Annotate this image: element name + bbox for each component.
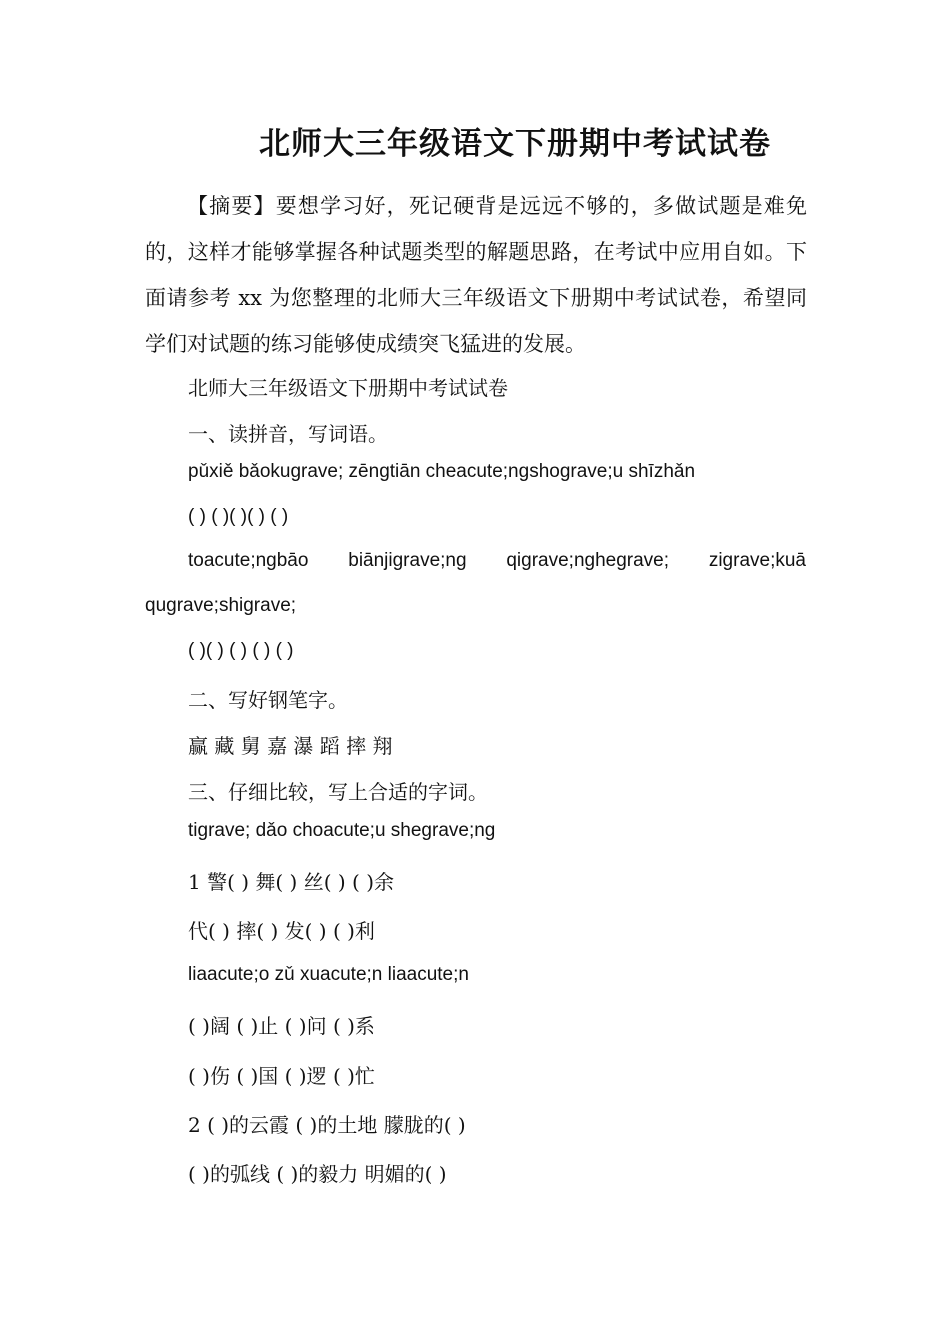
section-3-row-5: 2 ( )的云霞 ( )的土地 朦胧的( ) [188, 1113, 466, 1137]
section-3-row-1: 1 警( ) 舞( ) 丝( ) ( )余 [188, 870, 395, 894]
section-1-pinyin-line-2-continued: qugrave;shigrave; [145, 595, 297, 616]
abstract-text: 【摘要】要想学习好，死记硬背是远远不够的，多做试题是难免的，这样才能够掌握各种试题类型的解题思路，在考试中应用自如。下面请参考 xx 为您整理的北师大三年级语文下册期中考试试卷，希望同学们对试题的练习能够使成绩突飞猛进的发展。 [145, 194, 807, 356]
section-1-heading: 一、读拼音，写词语。 [188, 422, 388, 446]
pinyin-word: qigrave;nghegrave; [506, 550, 670, 571]
section-2-characters: 赢 藏 舅 嘉 瀑 蹈 摔 翔 [188, 734, 393, 758]
section-3-row-2: 代( ) 摔( ) 发( ) ( )利 [188, 919, 375, 943]
section-2-heading: 二、写好钢笔字。 [188, 688, 348, 712]
section-3-row-4: ( )伤 ( )国 ( )逻 ( )忙 [188, 1064, 375, 1088]
document-title: 北师大三年级语文下册期中考试试卷 [259, 126, 771, 162]
pinyin-word: toacute;ngbāo [188, 550, 309, 571]
section-1-pinyin-line-1: pǔxiě bǎokugrave; zēngtiān cheacute;ngshograve;u shīzhǎn [188, 461, 696, 482]
section-3-row-3: ( )阔 ( )止 ( )问 ( )系 [188, 1014, 375, 1038]
exam-subtitle: 北师大三年级语文下册期中考试试卷 [188, 376, 508, 400]
section-3-pinyin-line-2: liaacute;o zǔ xuacute;n liaacute;n [188, 964, 469, 985]
section-3-pinyin-line-1: tigrave; dǎo choacute;u shegrave;ng [188, 820, 496, 841]
section-3-row-6: ( )的弧线 ( )的毅力 明媚的( ) [188, 1162, 447, 1186]
section-1-blanks-line-1: ( ) ( )( )( ) ( ) [188, 506, 289, 527]
section-3-heading: 三、仔细比较，写上合适的字词。 [188, 780, 488, 804]
pinyin-word: zigrave;kuā [708, 550, 806, 571]
section-1-blanks-line-2: ( )( ) ( ) ( ) ( ) [188, 640, 294, 661]
pinyin-word: biānjigrave;ng [348, 550, 467, 571]
abstract-paragraph [145, 183, 807, 367]
section-1-pinyin-line-2 [188, 550, 806, 572]
